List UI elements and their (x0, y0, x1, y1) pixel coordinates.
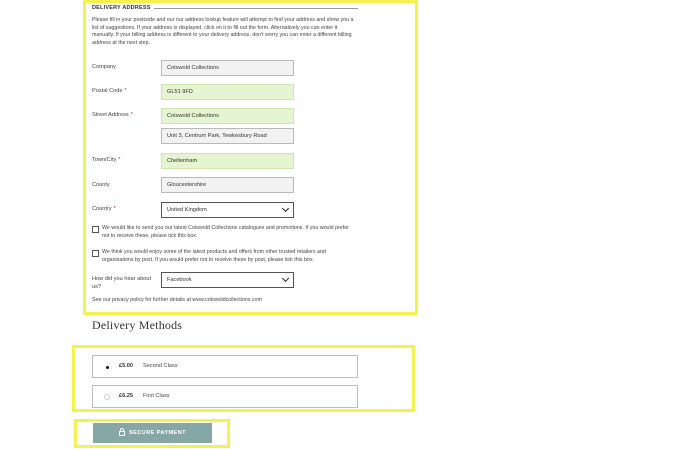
country-select[interactable] (161, 202, 294, 218)
delivery-methods-title: Delivery Methods (92, 318, 183, 332)
marketing-optout-checkbox[interactable] (92, 226, 99, 233)
town-city-field[interactable]: Cheltenham (161, 153, 294, 169)
lock-icon (119, 430, 125, 436)
hear-about-label: How did you hear about us? (92, 276, 152, 290)
required-marker: * (130, 112, 133, 118)
delivery-address-title: DELIVERY ADDRESS (92, 5, 154, 12)
company-field[interactable]: Cotswold Collections (161, 60, 294, 76)
town-city-label: Town/City * (92, 157, 121, 163)
radio-unselected[interactable] (104, 394, 110, 400)
delivery-method-name: First Class (143, 393, 170, 399)
street-address-label: Street Address * (92, 112, 133, 118)
secure-payment-label: SECURE PAYMENT (129, 430, 186, 436)
secure-payment-button[interactable] (93, 423, 212, 443)
address-intro-text: Please fill in your postcode and our our address lookup feature will attempt to find your address and show you a list of suggestions. If your address is displayed, click on it to fill out the form. Alternatively you can enter it manually. If your billing address is different to your delivery address, don't worry you can enter a different billing address at the next step. (92, 17, 354, 46)
marketing-optout-text: We would like to send you our latest Cotswold Collections catalogues and promotions. If you would prefer not to receive these, please tick this box. (102, 225, 349, 239)
hear-about-value: Facebook (167, 277, 192, 283)
hear-about-select[interactable] (161, 272, 294, 288)
postal-code-field[interactable]: GL51 9FD (161, 84, 294, 100)
required-marker: * (113, 206, 116, 212)
delivery-price: £6.25 (119, 393, 133, 399)
street-address-line2-field[interactable]: Unit 3, Centrum Park, Tewkesbury Road (161, 128, 294, 144)
privacy-note: See our privacy policy for further details at www.cotswoldcollections.com (92, 297, 262, 303)
delivery-option-second-class[interactable] (92, 355, 358, 378)
company-label: Company (92, 64, 116, 70)
country-value: United Kingdom (167, 207, 207, 213)
required-marker: * (124, 88, 127, 94)
county-field[interactable]: Gloucestershire (161, 177, 294, 193)
chevron-down-icon (282, 205, 289, 212)
delivery-option-first-class[interactable] (92, 385, 358, 408)
country-label: Country * (92, 206, 116, 212)
chevron-down-icon (282, 275, 289, 282)
street-address-line1-field[interactable]: Cotswold Collections (161, 108, 294, 124)
delivery-method-name: Second Class (143, 363, 178, 369)
county-label: County (92, 182, 110, 188)
delivery-price: £5.00 (119, 363, 133, 369)
thirdparty-optout-text: We think you would enjoy some of the latest products and offers from other trusted retailers and organisations by post. If you would prefer not to receive these by post, please tick this box. (102, 249, 326, 263)
postal-code-label: Postal Code * (92, 88, 127, 94)
thirdparty-optout-checkbox[interactable] (92, 250, 99, 257)
delivery-address-heading (92, 5, 358, 15)
required-marker: * (118, 157, 121, 163)
radio-selected[interactable] (104, 364, 110, 370)
